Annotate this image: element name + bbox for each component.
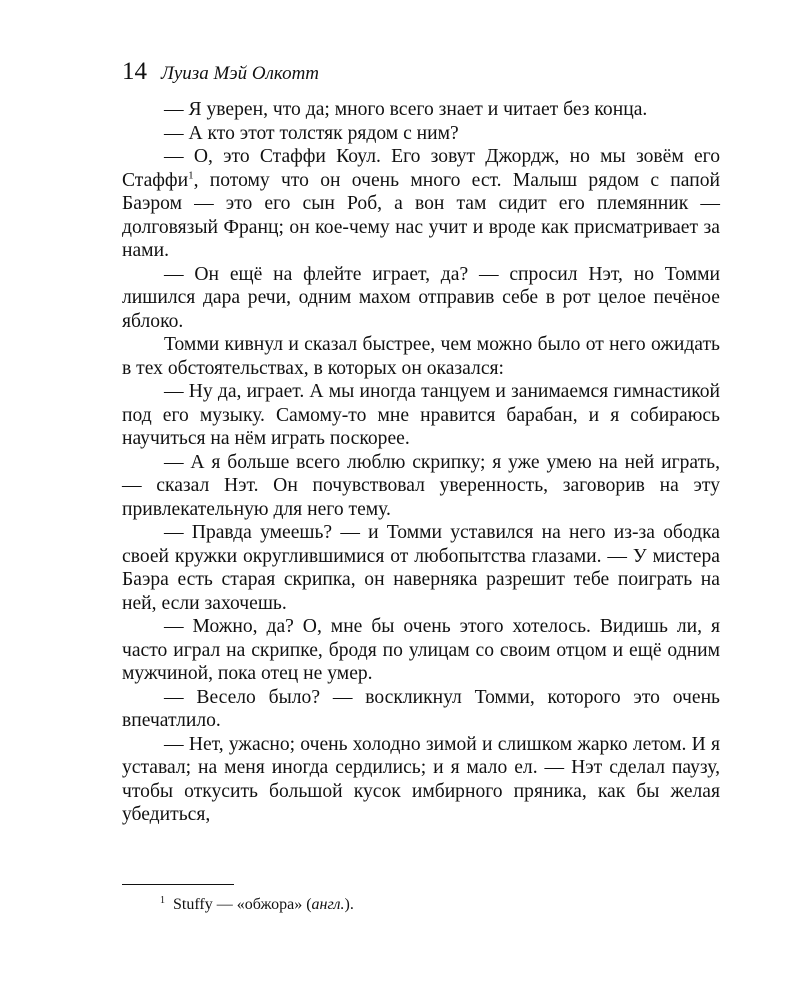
footnote-marker: 1 [160,894,165,906]
paragraph: Томми кивнул и сказал быстрее, чем можно было от него ожидать в тех обстоятельствах, в которых он оказался: [122,334,720,379]
running-title: Луиза Мэй Олкотт [161,63,320,84]
paragraph: — Он ещё на флейте играет, да? — спросил Нэт, но Томми лишился дара речи, одним махом отправив себе в рот целое печёное яблоко. [122,263,720,332]
paragraph: — Весело было? — воскликнул Томми, которого это очень впечатлило. [122,686,720,731]
paragraph: — Правда умеешь? — и Томми уставился на него из-за ободка своей кружки округлившимися от любопытства глазами. — У мистера Баэра есть старая скрипка, он наверняка разрешит тебе поиграть на ней, если захочешь. [122,522,720,614]
footnote-reference[interactable]: 1 [188,168,194,181]
footnote-divider [122,884,234,885]
footnote-term: Stuffy [173,896,213,913]
running-head [122,58,319,86]
paragraph: — Ну да, играет. А мы иногда танцуем и занимаемся гимнастикой под его музыку. Самому-то мне нравится барабан, и я собираюсь научиться на нём играть поскорее. [122,381,720,449]
footnote [160,896,354,914]
paragraph: — Можно, да? О, мне бы очень этого хотелось. Видишь ли, я часто играл на скрипке, бродя по улицам со своим отцом и ещё одним мужчиной, пока отец не умер. [122,616,720,684]
paragraph: — А я больше всего люблю скрипку; я уже умею на ней играть, — сказал Нэт. Он почувствовал уверенность, заговорив на эту привлекательную для него тему. [122,451,720,520]
paragraph-text-continued: , потому что он очень много ест. Малыш рядом с папой Баэром — это его сын Роб, а вон там сидит его племянник — долговязый Франц; он кое-чему нас учит и вроде как присматривает за нами. [122,169,720,261]
footnote-dash: — «обжора» ( [212,896,312,913]
paragraph: — А кто этот толстяк рядом с ним? [164,122,459,144]
paragraph [122,145,720,263]
body-text [122,98,720,827]
page-number: 14 [122,58,147,85]
paragraph: — Я уверен, что да; много всего знает и читает без конца. [164,99,648,120]
footnote-closing: ). [344,896,354,913]
paragraph: — Нет, ужасно; очень холодно зимой и слишком жарко летом. И я уставал; на меня иногда сердились; и я мало ел. — Нэт сделал паузу, чтобы откусить большой кусок имбирного пряника, как бы желая убедиться, [122,733,720,825]
paragraph-text: — О, это Стаффи Коул. Его зовут Джордж, но мы зовём его Стаффи [122,146,720,191]
footnote-source-language: англ. [311,896,345,913]
